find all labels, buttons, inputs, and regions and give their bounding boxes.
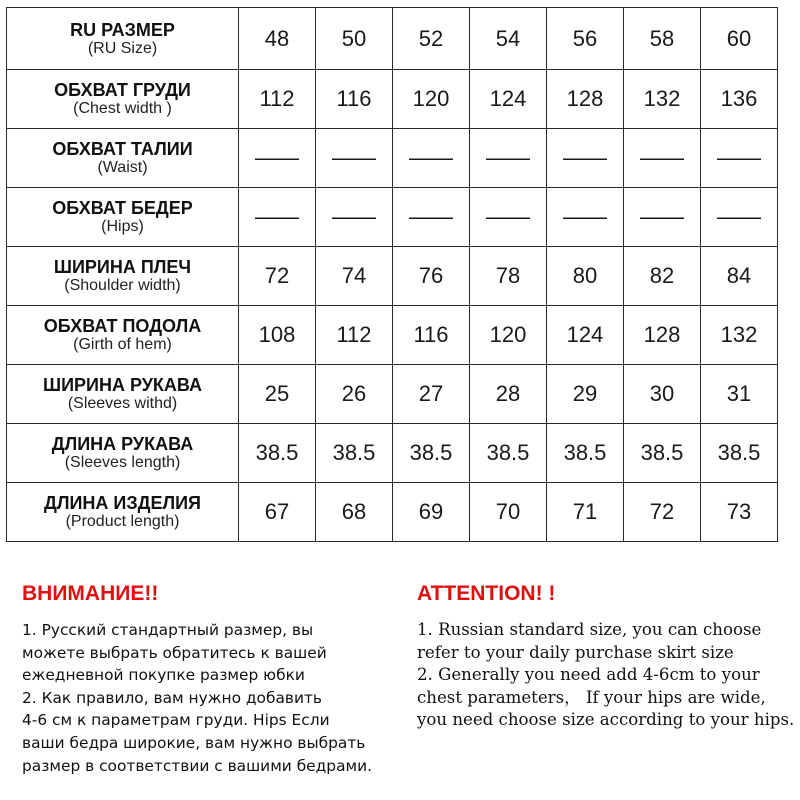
table-cell: 116	[393, 306, 470, 365]
table-cell: 29	[547, 365, 624, 424]
table-cell: 69	[393, 483, 470, 542]
size-header-cell: 50	[316, 8, 393, 70]
size-header-cell: 60	[701, 8, 778, 70]
size-header-cell: 56	[547, 8, 624, 70]
header-label-en: (RU Size)	[87, 39, 158, 57]
table-cell: 38.5	[393, 424, 470, 483]
attention-ru-title: ВНИМАНИЕ!!	[22, 582, 159, 605]
header-label-cell	[7, 8, 239, 70]
row-label-en: (Sleeves withd)	[67, 395, 178, 412]
table-cell: 68	[316, 483, 393, 542]
row-label-cell	[7, 483, 239, 542]
table-cell: 76	[393, 247, 470, 306]
row-label-ru: ОБХВАТ БЕДЕР	[52, 198, 193, 218]
table-cell: ——	[624, 129, 701, 188]
row-label-ru: ДЛИНА РУКАВА	[51, 434, 194, 454]
table-cell: 132	[624, 70, 701, 129]
table-cell: 26	[316, 365, 393, 424]
size-header-cell: 48	[239, 8, 316, 70]
table-cell: 80	[547, 247, 624, 306]
attention-ru-text: 1. Русский стандартный размер, вы можете выбрать обратитесь к вашей ежедневной покупке размер юбки 2. Как правило, вам нужно добавить 4-6 см к параметрам груди. Hips Если ваши бедра широкие, вам нужно выбрать размер в соответствии с вашими бедрами.	[22, 621, 373, 775]
size-header-cell: 52	[393, 8, 470, 70]
table-cell: 67	[239, 483, 316, 542]
table-row	[7, 70, 778, 129]
table-cell: ——	[624, 188, 701, 247]
table-row	[7, 483, 778, 542]
row-label-cell	[7, 247, 239, 306]
table-cell: 128	[547, 70, 624, 129]
table-cell: ——	[470, 188, 547, 247]
table-cell: ——	[316, 129, 393, 188]
row-label-cell	[7, 129, 239, 188]
table-cell: ——	[470, 129, 547, 188]
table-cell: ——	[701, 188, 778, 247]
row-label-en: (Waist)	[97, 159, 148, 176]
row-label-ru: ДЛИНА ИЗДЕЛИЯ	[44, 493, 201, 513]
row-label-en: (Sleeves length)	[64, 454, 181, 471]
table-cell: 120	[393, 70, 470, 129]
table-cell: 38.5	[701, 424, 778, 483]
size-header-cell: 54	[470, 8, 547, 70]
row-label-cell	[7, 424, 239, 483]
table-row	[7, 306, 778, 365]
table-cell: 84	[701, 247, 778, 306]
table-cell: 38.5	[239, 424, 316, 483]
row-label-en: (Chest width )	[73, 100, 172, 117]
table-row	[7, 424, 778, 483]
table-cell: 124	[470, 70, 547, 129]
table-cell: 72	[624, 483, 701, 542]
table-row	[7, 365, 778, 424]
table-cell: 31	[701, 365, 778, 424]
size-header-cell: 58	[624, 8, 701, 70]
table-cell: 78	[470, 247, 547, 306]
row-label-en: (Shoulder width)	[64, 277, 181, 294]
table-cell: ——	[239, 129, 316, 188]
row-label-en: (Hips)	[101, 218, 144, 235]
table-row	[7, 188, 778, 247]
row-label-cell	[7, 70, 239, 129]
table-cell: 30	[624, 365, 701, 424]
table-cell: ——	[547, 188, 624, 247]
table-cell: ——	[393, 188, 470, 247]
table-cell: 72	[239, 247, 316, 306]
table-cell: ——	[393, 129, 470, 188]
header-label-ru: RU РАЗМЕР	[70, 19, 175, 40]
table-cell: 71	[547, 483, 624, 542]
row-label-cell	[7, 306, 239, 365]
table-cell: 28	[470, 365, 547, 424]
row-label-en: (Girth of hem)	[73, 336, 172, 353]
row-label-cell	[7, 365, 239, 424]
table-cell: 112	[239, 70, 316, 129]
table-cell: 124	[547, 306, 624, 365]
table-cell: ——	[316, 188, 393, 247]
table-cell: 38.5	[316, 424, 393, 483]
table-cell: 70	[470, 483, 547, 542]
table-cell: 38.5	[470, 424, 547, 483]
attention-en-title: ATTENTION! !	[417, 582, 556, 605]
row-label-en: (Product length)	[65, 513, 180, 530]
row-label-ru: ШИРИНА ПЛЕЧ	[53, 257, 192, 277]
table-cell: 74	[316, 247, 393, 306]
table-cell: 132	[701, 306, 778, 365]
table-cell: 116	[316, 70, 393, 129]
table-header-row	[7, 8, 778, 70]
row-label-ru: ОБХВАТ ПОДОЛА	[43, 316, 202, 336]
table-cell: ——	[239, 188, 316, 247]
table-cell: 82	[624, 247, 701, 306]
size-chart-table	[6, 7, 778, 542]
table-cell: ——	[701, 129, 778, 188]
table-cell: 38.5	[624, 424, 701, 483]
table-cell: 38.5	[547, 424, 624, 483]
row-label-ru: ОБХВАТ ТАЛИИ	[52, 139, 193, 159]
table-cell: 25	[239, 365, 316, 424]
table-cell: 27	[393, 365, 470, 424]
table-cell: 136	[701, 70, 778, 129]
row-label-ru: ШИРИНА РУКАВА	[42, 375, 203, 395]
table-row	[7, 129, 778, 188]
row-label-cell	[7, 188, 239, 247]
table-cell: 73	[701, 483, 778, 542]
table-cell: 128	[624, 306, 701, 365]
table-cell: 112	[316, 306, 393, 365]
table-cell: 108	[239, 306, 316, 365]
table-cell: ——	[547, 129, 624, 188]
table-cell: 120	[470, 306, 547, 365]
table-row	[7, 247, 778, 306]
attention-en-text: 1. Russian standard size, you can choose refer to your daily purchase skirt size 2. Generally you need add 4-6cm to your chest parameters， If your hips are wide, you need choose size according to your hips.	[417, 620, 795, 730]
row-label-ru: ОБХВАТ ГРУДИ	[54, 80, 191, 100]
